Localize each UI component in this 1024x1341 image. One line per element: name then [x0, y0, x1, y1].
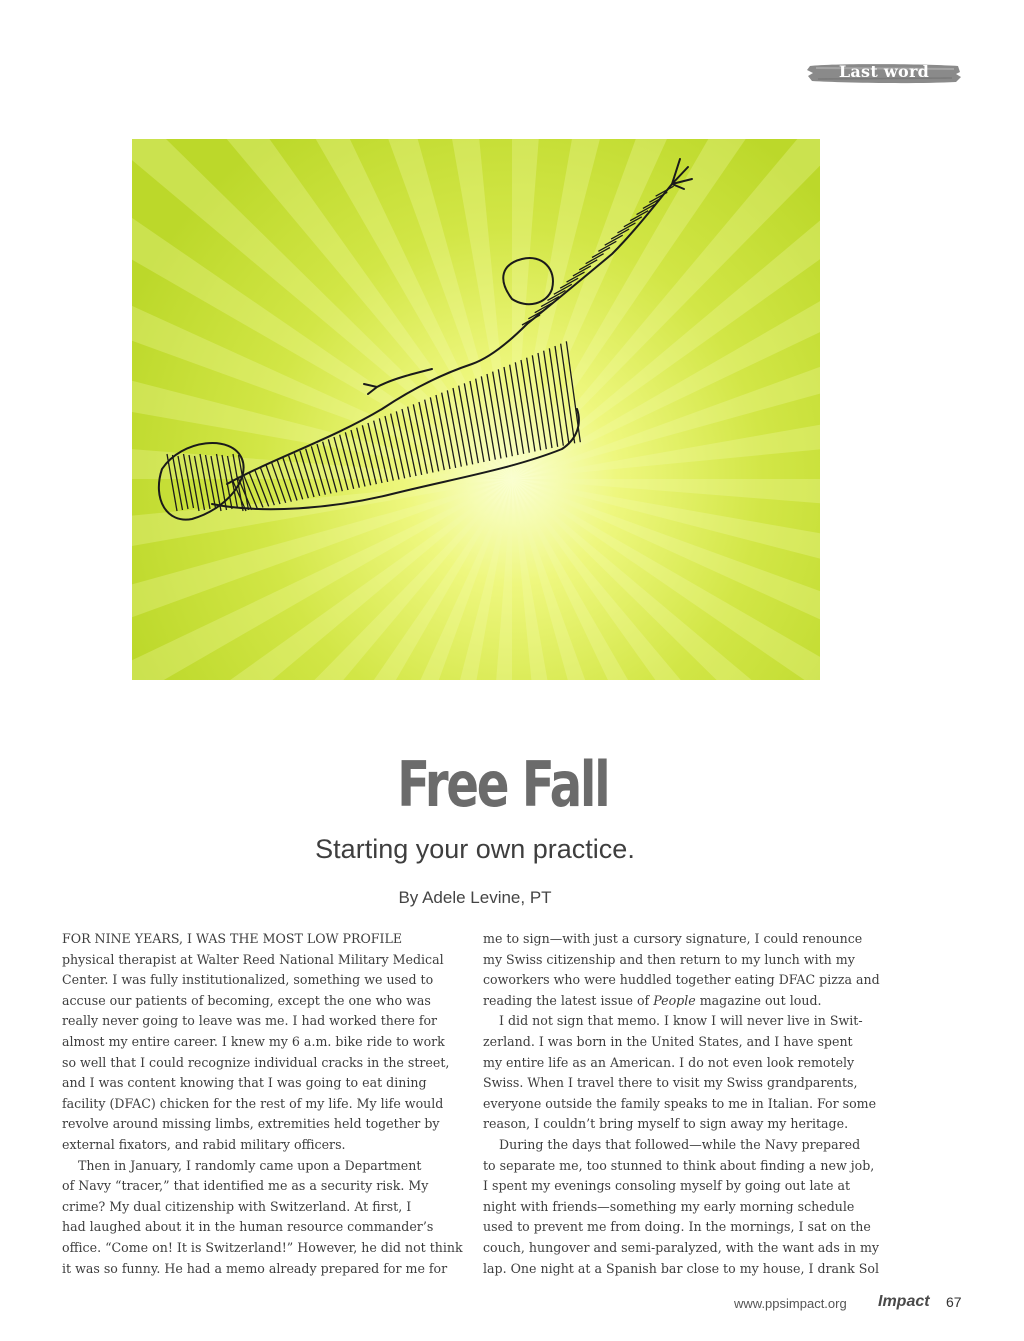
article-line: office. “Come on! It is Switzerland!” However, he did not think: [62, 1239, 463, 1255]
article-line: lap. One night at a Spanish bar close to my house, I drank Sol: [483, 1260, 880, 1276]
article-title: Free Fall: [397, 748, 609, 821]
article-line: I spent my evenings consoling myself by going out late at: [483, 1178, 851, 1194]
article-line: really never going to leave was me. I had worked there for: [62, 1013, 438, 1029]
article-subtitle: Starting your own practice.: [315, 834, 635, 864]
article-line: me to sign—with just a cursory signature, I could renounce: [483, 931, 863, 946]
article-line: it was so funny. He had a memo already prepared for me for: [62, 1260, 448, 1276]
section-tag: [806, 60, 962, 86]
article-line: revolve around missing limbs, extremities held together by: [62, 1116, 440, 1132]
article-line: my Swiss citizenship and then return to my lunch with my: [483, 951, 855, 967]
article-line: crime? My dual citizenship with Switzerland. At first, I: [62, 1198, 412, 1214]
article-line: reason, I couldn’t bring myself to sign away my heritage.: [483, 1116, 849, 1132]
article-line: accuse our patients of becoming, except the one who was: [62, 992, 431, 1008]
article-line: physical therapist at Walter Reed National Military Medical: [62, 951, 444, 967]
article-line: During the days that followed—while the Navy prepared: [499, 1136, 861, 1152]
article-line: of Navy “tracer,” that identified me as a security risk. My: [62, 1178, 429, 1194]
article-line: reading the latest issue of People magazine out loud.: [483, 992, 822, 1008]
article-column-left: [62, 929, 463, 1279]
article-line: night with friends—something my early morning schedule: [483, 1198, 855, 1214]
article-line: to separate me, too stunned to think about finding a new job,: [483, 1157, 875, 1173]
article-line: Center. I was fully institutionalized, something we used to: [62, 972, 434, 988]
article-line: FOR NINE YEARS, I WAS THE MOST LOW PROFILE: [62, 931, 403, 946]
article-line: used to prevent me from doing. In the mornings, I sat on the: [483, 1219, 871, 1235]
hero-illustration: [132, 139, 820, 680]
article-line: and I was content knowing that I was going to eat dining: [62, 1075, 427, 1091]
footer-url: www.ppsimpact.org: [734, 1296, 847, 1311]
footer-brand: Impact: [878, 1293, 930, 1310]
page-number: 67: [946, 1294, 962, 1310]
article-line: my entire life as an American. I do not even look remotely: [483, 1054, 855, 1070]
article-line: everyone outside the family speaks to me in Italian. For some: [483, 1095, 877, 1111]
article-line: zerland. I was born in the United States, and I have spent: [483, 1033, 853, 1049]
article-line: Swiss. When I travel there to visit my Swiss grandparents,: [483, 1075, 858, 1091]
article-line: had laughed about it in the human resource commander’s: [62, 1219, 434, 1235]
section-tag-label: Last word: [838, 62, 930, 81]
article-line: I did not sign that memo. I know I will never live in Swit-: [499, 1013, 863, 1029]
article-column-right: [483, 929, 880, 1279]
article-byline: By Adele Levine, PT: [398, 888, 552, 907]
article-line: couch, hungover and semi-paralyzed, with the want ads in my: [483, 1239, 880, 1255]
article-line: so well that I could recognize individual cracks in the street,: [62, 1054, 450, 1070]
article-line: almost my entire career. I knew my 6 a.m. bike ride to work: [62, 1033, 445, 1049]
article-line: facility (DFAC) chicken for the rest of my life. My life would: [62, 1095, 444, 1111]
article-line: external fixators, and rabid military officers.: [62, 1136, 346, 1152]
falling-figure-illustration: [132, 139, 820, 680]
article-line: Then in January, I randomly came upon a Department: [78, 1157, 422, 1173]
article-line: coworkers who were huddled together eating DFAC pizza and: [483, 972, 880, 988]
